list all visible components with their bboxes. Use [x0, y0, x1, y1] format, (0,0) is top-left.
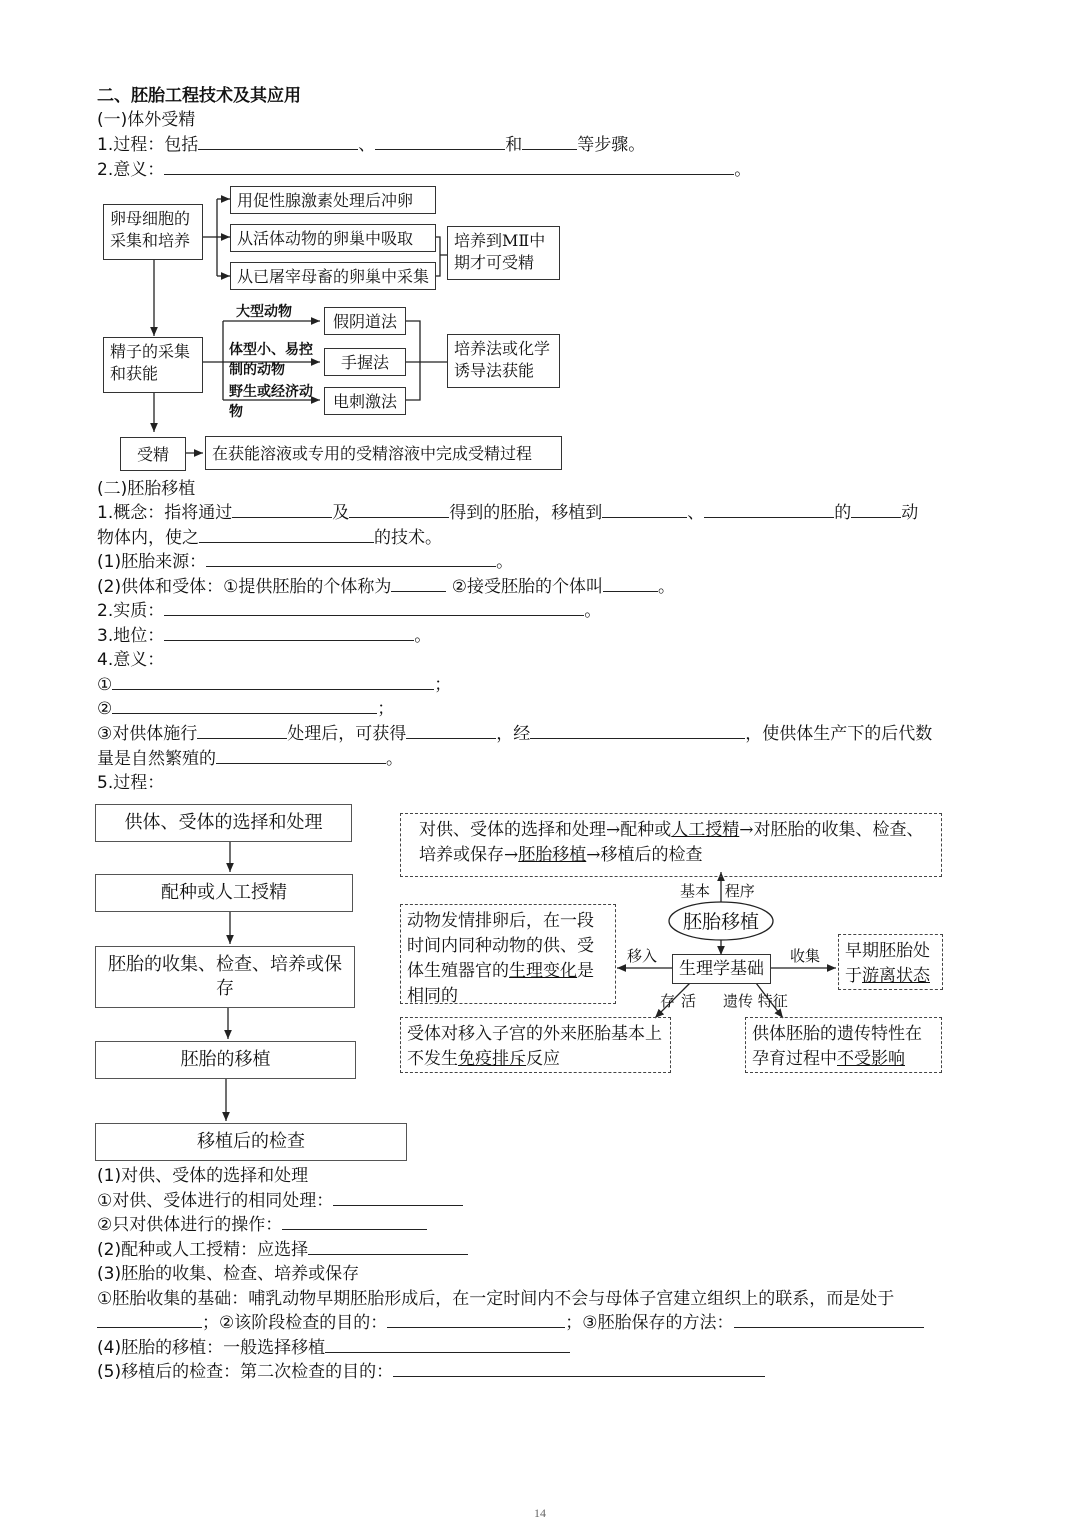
- flow-step-2: 配种或人工授精: [95, 874, 353, 912]
- free-state-box: 早期胚胎处于游离状态: [838, 934, 943, 990]
- q-transfer: (4)胚胎的移植：一般选择移植: [97, 1336, 570, 1360]
- flow-step-4: 胚胎的移植: [95, 1041, 356, 1079]
- sperm-method-3: 电刺激法: [324, 387, 406, 415]
- fertilization-detail-box: 在获能溶液或专用的受精溶液中完成受精过程: [205, 436, 562, 470]
- significance-line: 2.意义： 。: [97, 160, 752, 180]
- sperm-capacitation-box: 培养法或化学诱导法获能: [447, 334, 560, 388]
- flow-step-5: 移植后的检查: [95, 1123, 407, 1161]
- physiology-basis-box: 生理学基础: [672, 954, 771, 984]
- sperm-method-1: 假阴道法: [324, 307, 406, 335]
- flow-step-3: 胚胎的收集、检查、培养或保存: [95, 946, 355, 1008]
- significance-3: ③对供体施行 处理后，可获得 ，经 ，使供体生产下的后代数: [97, 724, 933, 744]
- q-collection-cont: ；②该阶段检查的目的： ；③胚胎保存的方法：: [97, 1311, 924, 1335]
- subheading-ivf: (一)体外受精: [97, 110, 196, 130]
- fertilization-box: 受精: [120, 437, 186, 471]
- label-basic-procedure: 基本 程序: [680, 882, 755, 900]
- section-title: 二、胚胎工程技术及其应用: [97, 86, 301, 106]
- essence-line: 2.实质： 。: [97, 601, 602, 621]
- egg-method-1: 用促性腺激素处理后冲卵: [230, 186, 436, 214]
- q-donor-only: ②只对供体进行的操作：: [97, 1213, 427, 1237]
- significance-2: ② ；: [97, 699, 395, 719]
- significance-heading: 4.意义：: [97, 650, 165, 670]
- status-line: 3.地位： 。: [97, 626, 432, 646]
- genetic-box: 供体胚胎的遗传特性在孕育过程中不受影响: [745, 1017, 942, 1073]
- label-genetic: 遗传 特征: [723, 992, 788, 1010]
- sperm-collection-box: 精子的采集和获能: [103, 337, 203, 393]
- donor-recipient-line: (2)供体和受体：①提供胚胎的个体称为 ②接受胚胎的个体叫 。: [97, 577, 675, 597]
- flow-step-1: 供体、受体的选择和处理: [95, 804, 352, 842]
- concept-line-1: 1.概念：指将通过 及 得到的胚胎，移植到 、 的 动: [97, 503, 919, 523]
- label-wild-animals: 野生或经济动物: [229, 384, 313, 420]
- label-large-animals: 大型动物: [236, 304, 292, 320]
- label-small-animals: 体型小、易控制的动物: [229, 342, 313, 378]
- significance-3-cont: 量是自然繁殖的 。: [97, 749, 403, 769]
- q-post-check: (5)移植后的检查：第二次检查的目的：: [97, 1360, 765, 1384]
- egg-method-2: 从活体动物的卵巢中吸取: [230, 224, 436, 252]
- label-collect: 收集: [790, 947, 821, 965]
- q-collection-basis: ①胚胎收集的基础：哺乳动物早期胚胎形成后，在一定时间内不会与母体子宫建立组织上的联系，而是处于: [97, 1289, 895, 1309]
- sperm-method-2: 手握法: [324, 348, 406, 376]
- process-line: 1.过程：包括 、 和 等步骤。: [97, 135, 646, 155]
- subheading-transfer: (二)胚胎移植: [97, 479, 196, 499]
- q-mating: (2)配种或人工授精：应选择: [97, 1238, 468, 1262]
- egg-method-3: 从已屠宰母畜的卵巢中采集: [230, 262, 436, 290]
- egg-maturation-box: 培养到MⅡ中期才可受精: [447, 226, 560, 280]
- concept-line-2: 物体内，使之 的技术。: [97, 528, 442, 548]
- label-move-in: 移入: [627, 947, 658, 965]
- label-survive: 存活: [660, 992, 703, 1010]
- q-same-treatment: ①对供、受体进行的相同处理：: [97, 1189, 463, 1213]
- immune-box: 受体对移入子宫的外来胚胎基本上不发生免疫排斥反应: [400, 1017, 671, 1073]
- egg-collection-box: 卵母细胞的采集和培养: [103, 204, 203, 260]
- page-number: 14: [534, 1506, 546, 1520]
- significance-1: ① ；: [97, 675, 452, 695]
- physiology-change-box: 动物发情排卵后，在一段时间内同种动物的供、受体生殖器官的生理变化是相同的: [400, 904, 616, 1004]
- basic-procedure-box: 对供、受体的选择和处理→配种或人工授精→对胚胎的收集、检查、培养或保存→胚胎移植→移植后的检查: [400, 813, 942, 877]
- process-heading: 5.过程：: [97, 773, 165, 793]
- embryo-source-line: (1)胚胎来源： 。: [97, 552, 514, 572]
- q-selection: (1)对供、受体的选择和处理: [97, 1166, 309, 1186]
- embryo-transfer-ellipse: 胚胎移植: [682, 911, 759, 933]
- q-collection: (3)胚胎的收集、检查、培养或保存: [97, 1264, 360, 1284]
